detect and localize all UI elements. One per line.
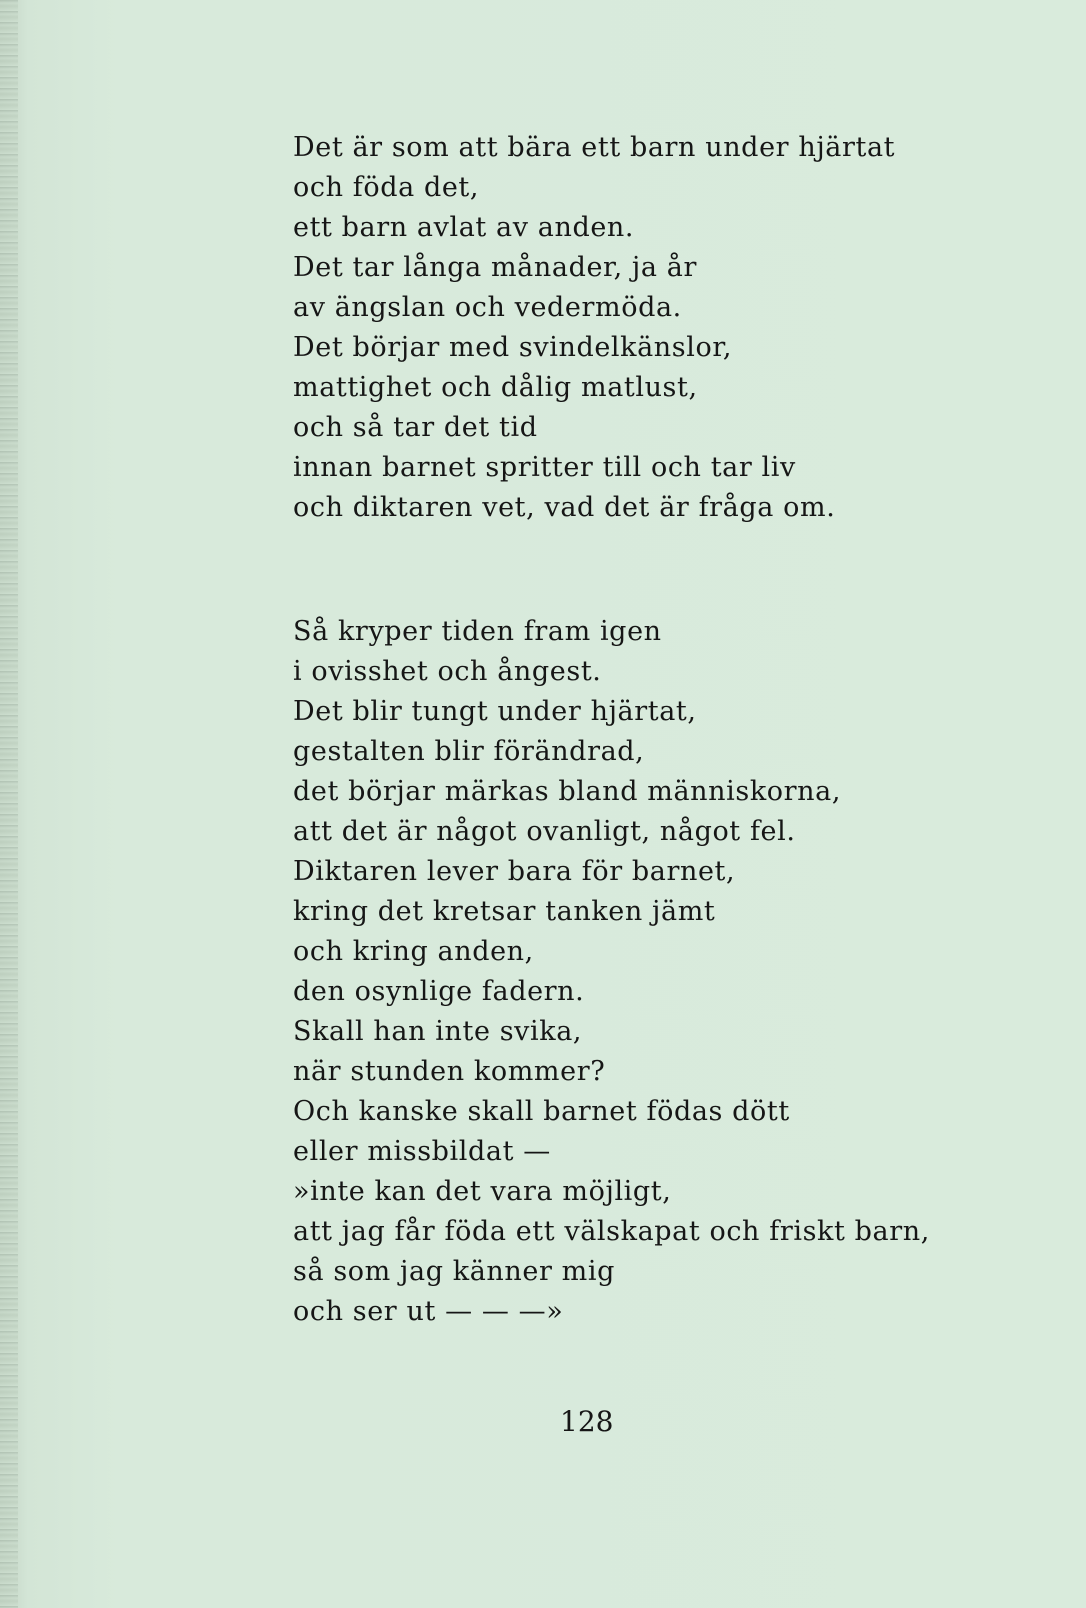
poem-line: och ser ut — — —»: [293, 1296, 564, 1327]
poem-line: eller missbildat —: [293, 1136, 551, 1167]
poem-line: att det är något ovanligt, något fel.: [293, 816, 796, 847]
page-gutter: [0, 0, 18, 1608]
poem-line: och föda det,: [293, 172, 480, 203]
poem-line: att jag får föda ett välskapat och friskt barn,: [293, 1216, 930, 1247]
poem-line: i ovisshet och ångest.: [293, 656, 602, 687]
poem-line: Diktaren lever bara för barnet,: [293, 856, 736, 887]
poem-line: så som jag känner mig: [293, 1256, 615, 1287]
poem-line: och kring anden,: [293, 936, 534, 967]
poem-line: ett barn avlat av anden.: [293, 212, 635, 243]
poem-line: Så kryper tiden fram igen: [293, 616, 662, 647]
poem-line: det börjar märkas bland människorna,: [293, 776, 842, 807]
poem-line: den osynlige fadern.: [293, 976, 585, 1007]
poem-line: mattighet och dålig matlust,: [293, 372, 698, 403]
poem-stanza-1: [293, 128, 895, 528]
poem-line: »inte kan det vara möjligt,: [293, 1176, 672, 1207]
poem-line: och så tar det tid: [293, 412, 538, 443]
poem-line: Skall han inte svika,: [293, 1016, 583, 1047]
page-number: 128: [560, 1405, 614, 1438]
poem-line: Och kanske skall barnet födas dött: [293, 1096, 790, 1127]
poem-line: Det är som att bära ett barn under hjärtat: [293, 132, 896, 163]
poem-line: Det börjar med svindelkänslor,: [293, 332, 733, 363]
poem-line: Det tar långa månader, ja år: [293, 252, 697, 283]
poem-line: innan barnet spritter till och tar liv: [293, 452, 796, 483]
poem-line: och diktaren vet, vad det är fråga om.: [293, 492, 836, 523]
poem-line: gestalten blir förändrad,: [293, 736, 645, 767]
poem-line: när stunden kommer?: [293, 1056, 606, 1087]
poem-line: av ängslan och vedermöda.: [293, 292, 682, 323]
poem-stanza-2: [293, 612, 930, 1332]
poem-line: Det blir tungt under hjärtat,: [293, 696, 697, 727]
poem-line: kring det kretsar tanken jämt: [293, 896, 716, 927]
